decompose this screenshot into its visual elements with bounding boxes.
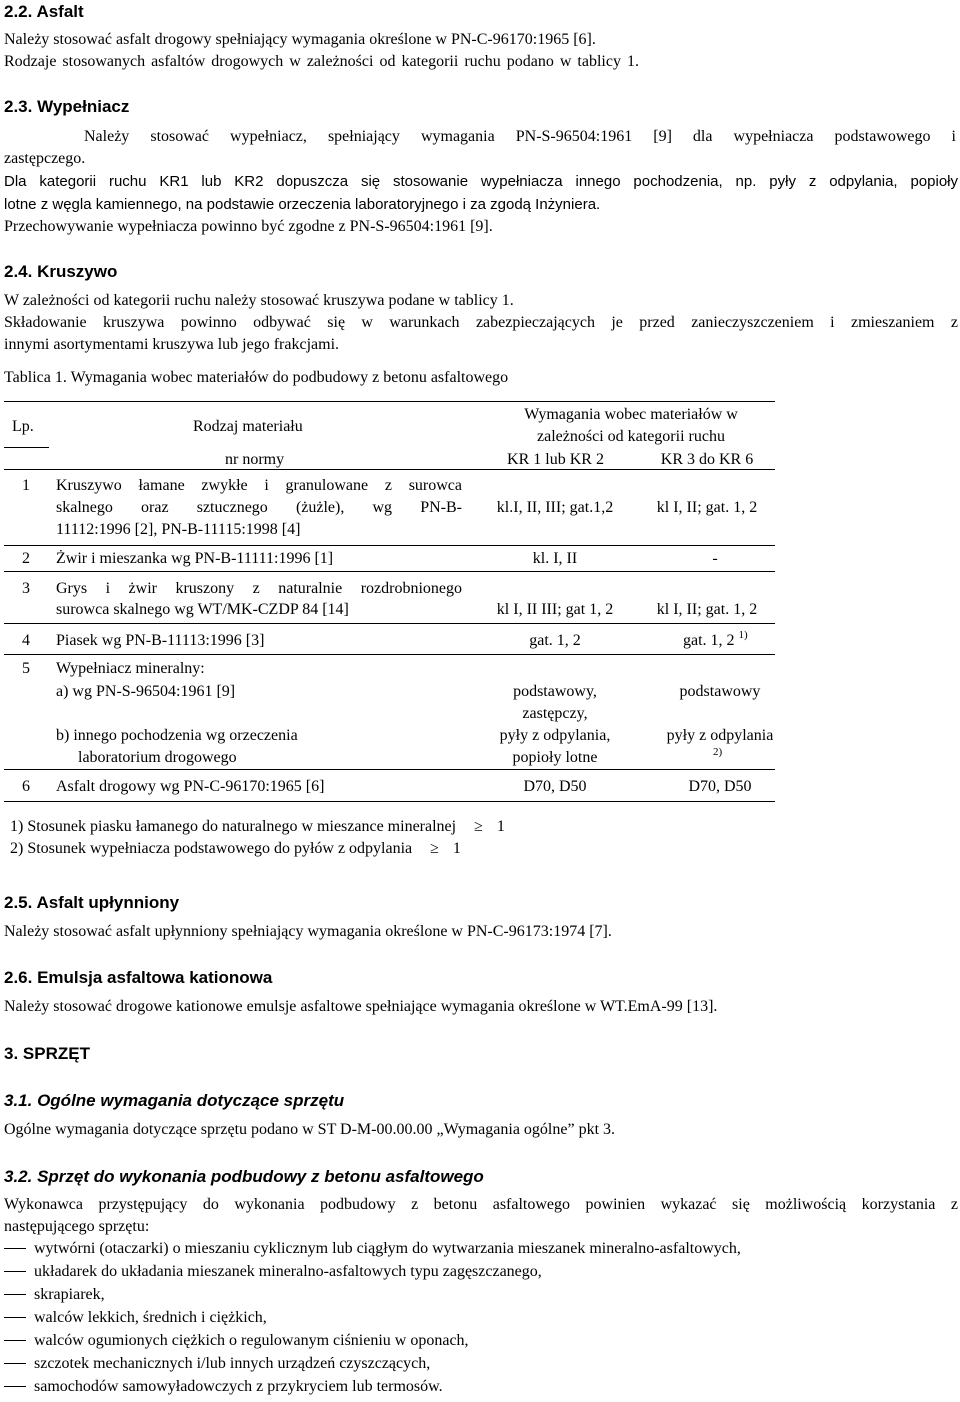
material-text: Piasek wg PN-B-11113:1996 [3] bbox=[56, 632, 265, 649]
table-rule bbox=[4, 654, 775, 655]
section-heading-sprzet-podbudowa: 3.2. Sprzęt do wykonania podbudowy z betonu asfaltowego bbox=[4, 1167, 484, 1186]
footnote-text: 1) Stosunek piasku łamanego do naturalnego w mieszance mineralnej bbox=[10, 818, 457, 835]
section-heading-asfalt-uplynniony: 2.5. Asfalt upłynniony bbox=[4, 893, 180, 912]
table-rule bbox=[4, 801, 775, 802]
footnote-value: 1 bbox=[496, 818, 505, 835]
kr3-value-text: gat. 1, 2 bbox=[683, 632, 735, 649]
kr3-value: D70, D50 bbox=[688, 778, 752, 795]
header-norm: nr normy bbox=[225, 451, 285, 468]
kr1-value: D70, D50 bbox=[523, 778, 587, 795]
kr3-value bbox=[683, 630, 748, 653]
material-text: Wypełniacz mineralny: bbox=[56, 660, 205, 677]
table-rule bbox=[4, 623, 775, 624]
kr1-value: gat. 1, 2 bbox=[529, 632, 581, 649]
paragraph-line: zastępczego. bbox=[4, 150, 86, 167]
section-heading-asfalt: 2.2. Asfalt bbox=[4, 2, 84, 21]
section-heading-emulsja: 2.6. Emulsja asfaltowa kationowa bbox=[4, 968, 273, 987]
list-bullet bbox=[4, 1363, 26, 1364]
kr3-value: podstawowy bbox=[679, 683, 761, 700]
table-rule bbox=[4, 401, 775, 402]
geq-symbol: ≥ bbox=[474, 818, 483, 835]
paragraph-line: Należy stosować asfalt upłynniony spełniający wymagania określone w PN-C-96173:1974 [7]. bbox=[4, 923, 612, 940]
list-bullet bbox=[4, 1317, 26, 1318]
section-heading-wypelniacz: 2.3. Wypełniacz bbox=[4, 97, 130, 116]
paragraph-line: Przechowywanie wypełniacza powinno być zgodne z PN-S-96504:1961 [9]. bbox=[4, 218, 493, 235]
row-number: 4 bbox=[22, 632, 30, 649]
material-text: b) innego pochodzenia wg orzeczenia bbox=[56, 727, 298, 744]
material-text: a) wg PN-S-96504:1961 [9] bbox=[56, 683, 236, 700]
section-heading-sprzet: 3. SPRZĘT bbox=[4, 1044, 90, 1063]
table-rule bbox=[4, 447, 49, 448]
material-text: skalnego oraz sztucznego (żużle), wg PN-B- bbox=[56, 499, 462, 516]
kr1-value: popioły lotne bbox=[512, 749, 598, 766]
header-kr1: KR 1 lub KR 2 bbox=[507, 451, 604, 468]
paragraph-line: Składowanie kruszywa powinno odbywać się w warunkach zabezpieczających je przed zanieczyszczeniem i zmieszaniem z bbox=[4, 314, 958, 331]
paragraph-line: Dla kategorii ruchu KR1 lub KR2 dopuszcza się stosowanie wypełniacza innego pochodzenia, np. pyły z odpylania, popioły bbox=[4, 173, 958, 190]
list-bullet bbox=[4, 1340, 26, 1341]
kr1-value: kl I, II III; gat 1, 2 bbox=[496, 601, 614, 618]
material-text: Kruszywo łamane zwykłe i granulowane z surowca bbox=[56, 477, 462, 494]
list-item: walców lekkich, średnich i ciężkich, bbox=[34, 1309, 267, 1326]
paragraph-line: innymi asortymentami kruszywa lub jego frakcjami. bbox=[4, 336, 340, 353]
paragraph-line: Rodzaje stosowanych asfaltów drogowych w zależności od kategorii ruchu podano w tablicy 1. bbox=[4, 53, 639, 70]
header-material: Rodzaj materiału bbox=[193, 418, 303, 435]
paragraph-line: Należy stosować wypełniacz, spełniający wymagania PN-S-96504:1961 [9] dla wypełniacza podstawowego i bbox=[84, 128, 956, 145]
footnote-text: 2) Stosunek wypełniacza podstawowego do pyłów z odpylania bbox=[10, 840, 413, 857]
list-bullet bbox=[4, 1248, 26, 1249]
footnote-value: 1 bbox=[452, 840, 461, 857]
kr1-value: kl.I, II, III; gat.1,2 bbox=[496, 499, 614, 516]
kr3-value: pyły z odpylania bbox=[666, 727, 774, 744]
paragraph-line: Należy stosować drogowe kationowe emulsje asfaltowe spełniające wymagania określone w WT.EmA-99 [13]. bbox=[4, 998, 718, 1015]
section-heading-kruszywo: 2.4. Kruszywo bbox=[4, 262, 118, 281]
list-bullet bbox=[4, 1271, 26, 1272]
list-item: układarek do układania mieszanek mineralno-asfaltowych typu zagęszczanego, bbox=[34, 1263, 542, 1280]
row-number: 5 bbox=[22, 660, 30, 677]
paragraph-line: W zależności od kategorii ruchu należy stosować kruszywa podane w tablicy 1. bbox=[4, 292, 514, 309]
row-number: 6 bbox=[22, 778, 30, 795]
footnote-marker: 1) bbox=[738, 629, 748, 641]
header-kr3: KR 3 do KR 6 bbox=[660, 451, 754, 468]
paragraph-line: Ogólne wymagania dotyczące sprzętu podano w ST D-M-00.00.00 „Wymagania ogólne” pkt 3. bbox=[4, 1121, 616, 1138]
list-item: wytwórni (otaczarki) o mieszaniu cyklicznym lub ciągłym do wytwarzania mieszanek mineralno-asfaltowych, bbox=[34, 1240, 741, 1257]
material-text: laboratorium drogowego bbox=[78, 749, 237, 766]
kr3-value: kl I, II; gat. 1, 2 bbox=[656, 601, 758, 618]
kr1-value: podstawowy, bbox=[513, 683, 597, 700]
table-rule bbox=[4, 769, 775, 770]
table-rule bbox=[4, 571, 775, 572]
kr1-value: kl. I, II bbox=[532, 550, 578, 567]
table-caption: Tablica 1. Wymagania wobec materiałów do podbudowy z betonu asfaltowego bbox=[4, 369, 509, 386]
kr3-value: - bbox=[712, 550, 718, 567]
footnote bbox=[10, 838, 461, 860]
material-text: 11112:1996 [2], PN-B-11115:1998 [4] bbox=[56, 521, 301, 538]
row-number: 1 bbox=[22, 477, 30, 494]
row-number: 2 bbox=[22, 550, 30, 567]
header-requirements: zależności od kategorii ruchu bbox=[537, 428, 725, 445]
list-item: walców ogumionych ciężkich o regulowanym ciśnieniu w oponach, bbox=[34, 1332, 469, 1349]
geq-symbol: ≥ bbox=[430, 840, 439, 857]
list-item: skrapiarek, bbox=[34, 1286, 105, 1303]
kr1-value: zastępczy, bbox=[522, 705, 588, 722]
list-item: samochodów samowyładowczych z przykryciem lub termosów. bbox=[34, 1378, 443, 1395]
list-item: szczotek mechanicznych i/lub innych urządzeń czyszczących, bbox=[34, 1355, 431, 1372]
paragraph-line: Należy stosować asfalt drogowy spełniający wymagania określone w PN-C-96170:1965 [6]. bbox=[4, 31, 596, 48]
list-bullet bbox=[4, 1386, 26, 1387]
header-requirements: Wymagania wobec materiałów w bbox=[524, 406, 738, 423]
header-lp: Lp. bbox=[12, 418, 34, 435]
section-heading-ogolne: 3.1. Ogólne wymagania dotyczące sprzętu bbox=[4, 1091, 345, 1110]
footnote bbox=[10, 816, 505, 838]
kr1-value: pyły z odpylania, bbox=[499, 727, 611, 744]
list-bullet bbox=[4, 1294, 26, 1295]
material-text: Żwir i mieszanka wg PN-B-11111:1996 [1] bbox=[56, 550, 334, 567]
table-rule bbox=[4, 545, 775, 546]
material-text: Grys i żwir kruszony z naturalnie rozdrobnionego bbox=[56, 580, 462, 597]
row-number: 3 bbox=[22, 580, 30, 597]
kr3-value: kl I, II; gat. 1, 2 bbox=[656, 499, 758, 516]
footnote-marker: 2) bbox=[713, 746, 723, 758]
material-text: surowca skalnego wg WT/MK-CZDP 84 [14] bbox=[56, 601, 349, 618]
paragraph-line: następującego sprzętu: bbox=[4, 1218, 150, 1235]
material-text: Asfalt drogowy wg PN-C-96170:1965 [6] bbox=[56, 778, 325, 795]
paragraph-line: lotne z węgla kamiennego, na podstawie orzeczenia laboratoryjnego i za zgodą Inżyniera. bbox=[4, 196, 601, 213]
paragraph-line: Wykonawca przystępujący do wykonania podbudowy z betonu asfaltowego powinien wykazać się możliwością korzystania z bbox=[4, 1196, 958, 1213]
